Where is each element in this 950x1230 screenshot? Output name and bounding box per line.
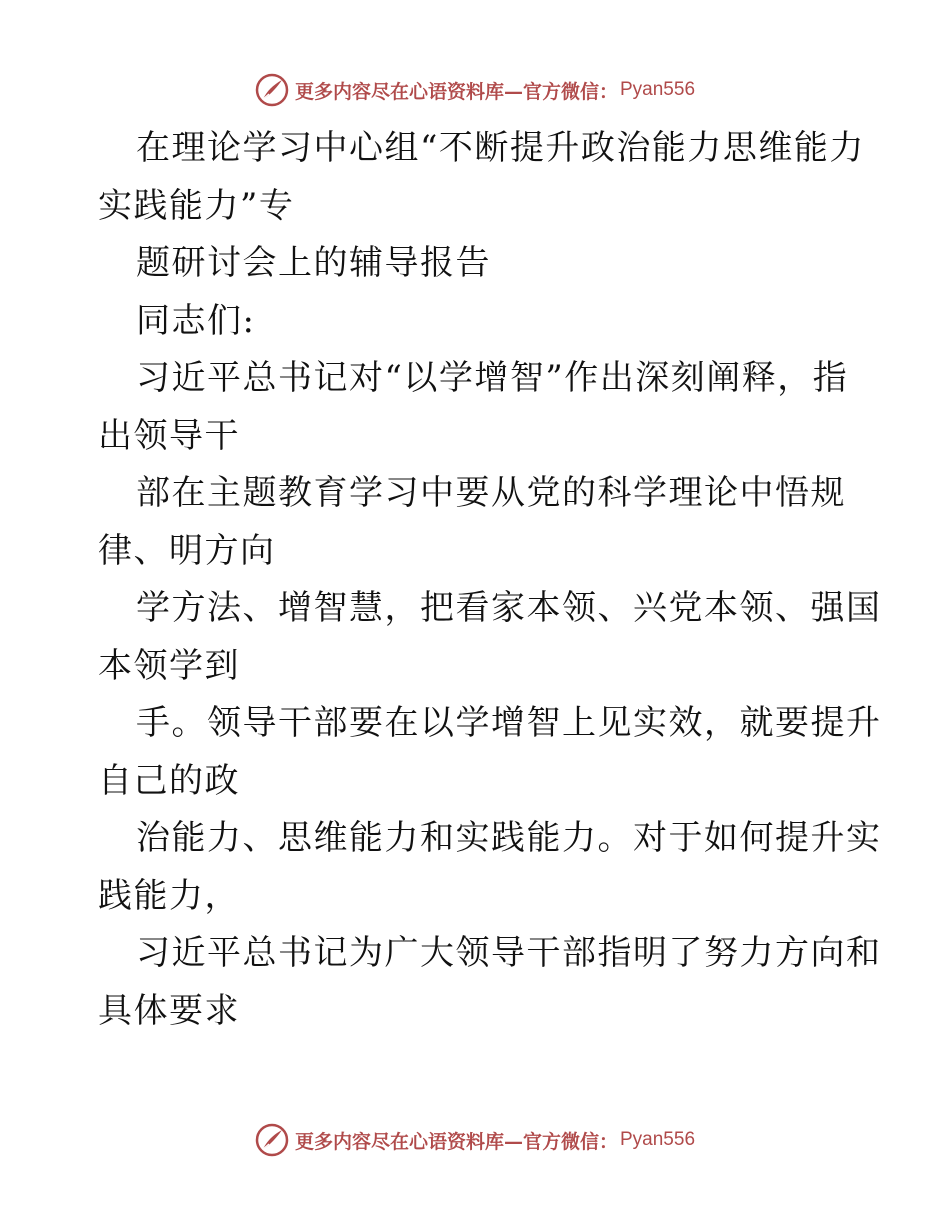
header-watermark (0, 70, 950, 110)
text-line: 习近平总书记对“以学增智”作出深刻阐释，指 (136, 358, 849, 398)
watermark-wechat-id: Pyan556 (620, 79, 696, 100)
quill-logo-icon (255, 1123, 289, 1157)
text-line: 本领学到 (98, 645, 240, 686)
text-line: 同志们: (136, 300, 256, 341)
watermark-wechat-id: Pyan556 (620, 1129, 696, 1150)
text-line: 习近平总书记为广大领导干部指明了努力方向和 (136, 933, 882, 973)
text-line: 具体要求 (98, 990, 240, 1031)
text-line: 实践能力”专 (98, 185, 295, 226)
text-line: 自己的政 (98, 760, 240, 801)
watermark-text: 更多内容尽在心语资料库—官方微信： (294, 1130, 618, 1153)
text-line: 手。领导干部要在以学增智上见实效，就要提升 (136, 703, 882, 743)
text-line: 出领导干 (98, 415, 240, 456)
document-body (98, 120, 882, 1040)
text-line: 部在主题教育学习中要从党的科学理论中悟规 (136, 473, 846, 513)
text-line: 律、明方向 (98, 530, 276, 571)
footer-watermark (0, 1120, 950, 1160)
text-line: 学方法、增智慧，把看家本领、兴党本领、强国 (136, 588, 882, 628)
watermark-text: 更多内容尽在心语资料库—官方微信： (294, 80, 618, 103)
text-line: 在理论学习中心组“不断提升政治能力思维能力 (136, 128, 865, 168)
quill-logo-icon (255, 73, 289, 107)
text-line: 题研讨会上的辅导报告 (136, 243, 491, 283)
text-line: 践能力， (98, 875, 240, 916)
text-line: 治能力、思维能力和实践能力。对于如何提升实 (136, 818, 882, 858)
